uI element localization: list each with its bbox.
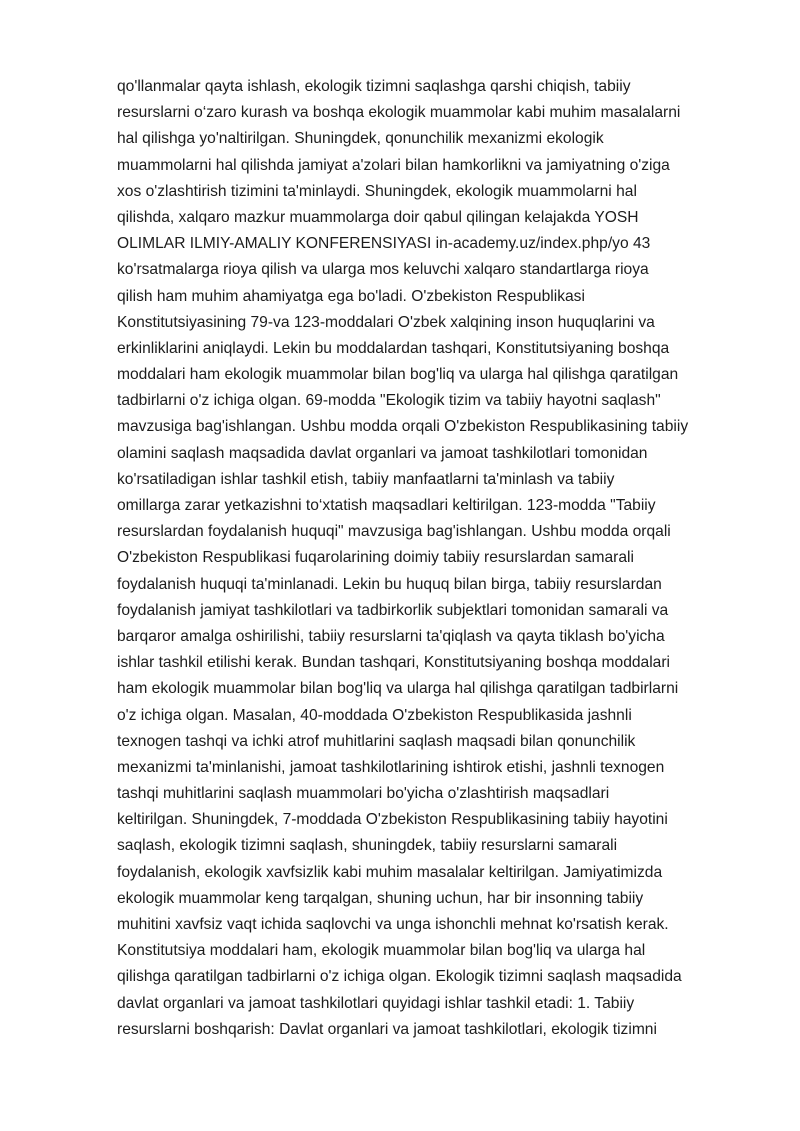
text-line: Konstitutsiyasining 79-va 123-moddalari O'zbek xalqining inson huquqlarini va [117, 313, 655, 331]
text-line: texnogen tashqi va ichki atrof muhitlarini saqlash maqsadi bilan qonunchilik [117, 732, 636, 750]
text-line: qilishga qaratilgan tadbirlarni o'z ichiga olgan. Ekologik tizimni saqlash maqsadida [117, 968, 682, 986]
text-line: tashqi muhitlarini saqlash muammolari bo'yicha o'zlashtirish maqsadlari [117, 785, 610, 803]
text-line: saqlash, ekologik tizimni saqlash, shuningdek, tabiiy resurslarni samarali [117, 837, 618, 855]
text-line: foydalanish huquqi ta'minlanadi. Lekin bu huquq bilan birga, tabiiy resurslardan [117, 575, 662, 593]
text-line: o'z ichiga olgan. Masalan, 40-moddada O'zbekiston Respublikasida jashnli [117, 706, 632, 724]
text-line: omillarga zarar yetkazishni to‘xtatish maqsadlari keltirilgan. 123-modda "Tabiiy [117, 497, 656, 514]
text-line: ishlar tashkil etilishi kerak. Bundan tashqari, Konstitutsiyaning boshqa moddalari [117, 654, 671, 672]
text-line: ko'rsatiladigan ishlar tashkil etish, tabiiy manfaatlarni ta'minlash va tabiiy [117, 470, 615, 488]
text-line: ko'rsatmalarga rioya qilish va ularga mos keluvchi xalqaro standartlarga rioya [117, 261, 649, 279]
text-line: Konstitutsiya moddalari ham, ekologik muammolar bilan bog'liq va ularga hal [117, 942, 646, 960]
text-line: davlat organlari va jamoat tashkilotlari quyidagi ishlar tashkil etadi: 1. Tabiiy [117, 994, 635, 1012]
text-line: qilishda, xalqaro mazkur muammolarga doir qabul qilingan kelajakda YOSH [117, 208, 639, 226]
text-line: xos o'zlashtirish tizimini ta'minlaydi. Shuningdek, ekologik muammolarni hal [117, 182, 637, 200]
text-line: OLIMLAR ILMIY-AMALIY KONFERENSIYASI in-academy.uz/index.php/yo 43 [117, 235, 651, 253]
text-line: keltirilgan. Shuningdek, 7-moddada O'zbekiston Respublikasining tabiiy hayotini [117, 811, 668, 829]
text-line: mexanizmi ta'minlanishi, jamoat tashkilotlarining ishtirok etishi, jashnli texnogen [117, 758, 665, 776]
text-line: qilish ham muhim ahamiyatga ega bo'ladi. O'zbekiston Respublikasi [117, 287, 585, 305]
text-line: olamini saqlash maqsadida davlat organlari va jamoat tashkilotlari tomonidan [117, 444, 648, 462]
text-line: hal qilishga yo'naltirilgan. Shuningdek, qonunchilik mexanizmi ekologik [117, 130, 604, 148]
text-line: erkinliklarini aniqlaydi. Lekin bu moddalardan tashqari, Konstitutsiyaning boshqa [117, 339, 670, 357]
text-line: O'zbekiston Respublikasi fuqarolarining doimiy tabiiy resurslardan samarali [117, 549, 634, 567]
text-line: foydalanish jamiyat tashkilotlari va tadbirkorlik subjektlari tomonidan samarali va [117, 601, 669, 619]
text-line: resurslarni o‘zaro kurash va boshqa ekologik muammolar kabi muhim masalalarni [117, 104, 681, 122]
body-paragraph [117, 74, 757, 1043]
text-line: barqaror amalga oshirilishi, tabiiy resurslarni ta'qiqlash va qayta tiklash bo'yicha [117, 627, 665, 645]
text-line: foydalanish, ekologik xavfsizlik kabi muhim masalalar keltirilgan. Jamiyatimizda [117, 863, 663, 881]
text-line: ham ekologik muammolar bilan bog'liq va ularga hal qilishga qaratilgan tadbirlarni [117, 680, 679, 698]
text-line: ekologik muammolar keng tarqalgan, shuning uchun, har bir insonning tabiiy [117, 889, 644, 907]
text-line: muammolarni hal qilishda jamiyat a'zolari bilan hamkorlikni va jamiyatning o'ziga [117, 156, 670, 174]
text-line: mavzusiga bag'ishlangan. Ushbu modda orqali O'zbekiston Respublikasining tabiiy [117, 418, 689, 436]
text-line: resurslarni boshqarish: Davlat organlari va jamoat tashkilotlari, ekologik tizimni [117, 1020, 657, 1038]
text-line: resurslardan foydalanish huquqi" mavzusiga bag'ishlangan. Ushbu modda orqali [117, 523, 671, 541]
text-line: qo'llanmalar qayta ishlash, ekologik tizimni saqlashga qarshi chiqish, tabiiy [117, 78, 631, 95]
text-line: muhitini xavfsiz vaqt ichida saqlovchi va unga ishonchli mehnat ko'rsatish kerak. [117, 916, 669, 933]
text-line: moddalari ham ekologik muammolar bilan bog'liq va ularga hal qilishga qaratilgan [117, 366, 679, 384]
text-line: tadbirlarni o'z ichiga olgan. 69-modda "Ekologik tizim va tabiiy hayotni saqlash" [117, 392, 661, 410]
